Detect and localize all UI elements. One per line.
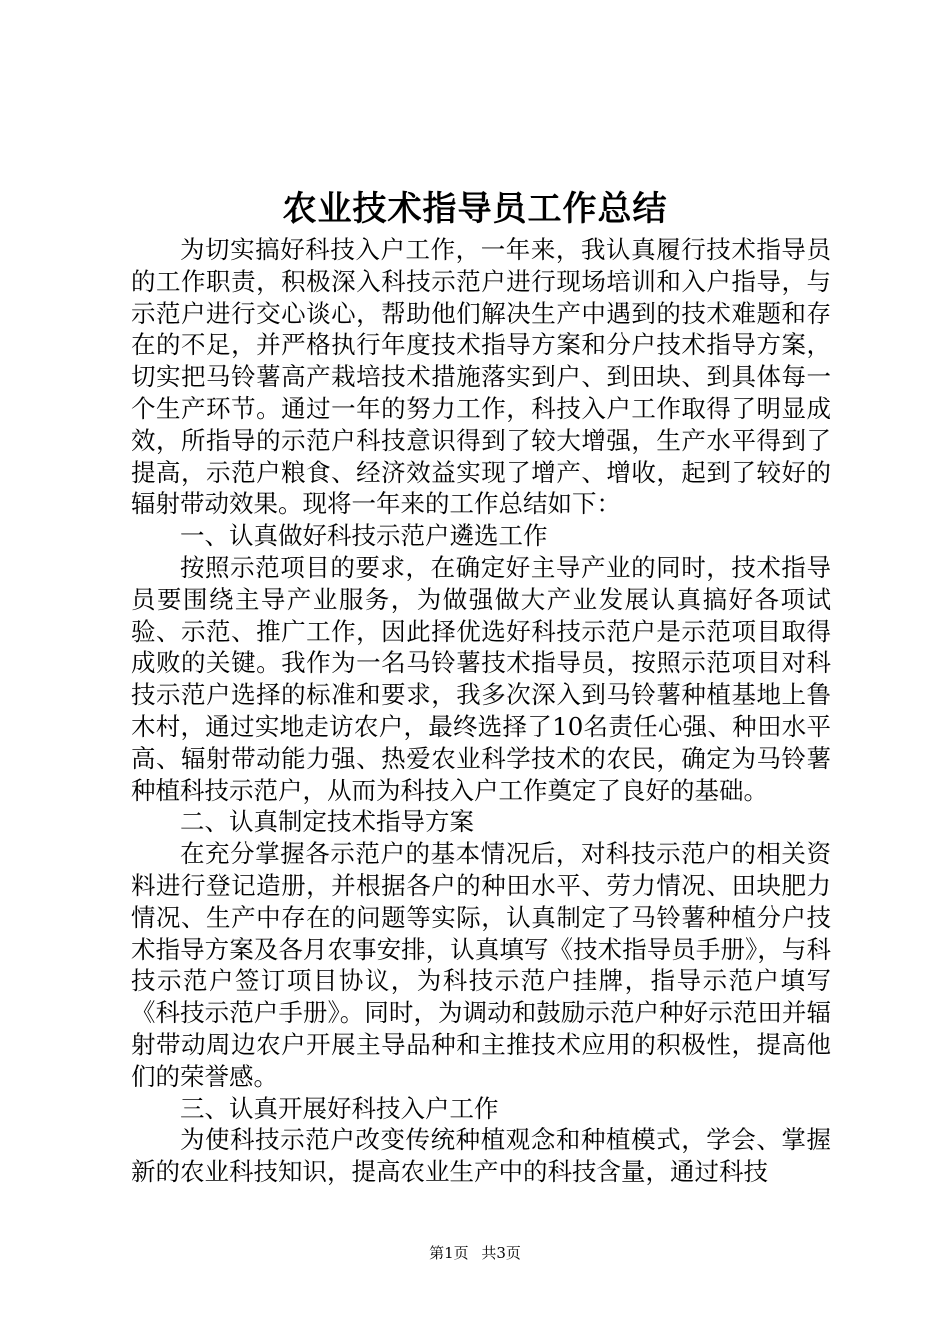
paragraph-section-3: 为使科技示范户改变传统种植观念和种植模式，学会、掌握新的农业科技知识，提高农业生产中的科技含量，通过科技 [131, 1125, 831, 1187]
page-title: 农业技术指导员工作总结 [282, 189, 668, 229]
page-footer [0, 1243, 950, 1263]
paragraph-section-2: 在充分掌握各示范户的基本情况后，对科技示范户的相关资料进行登记造册，并根据各户的种田水平、劳力情况、田块肥力情况、生产中存在的问题等实际，认真制定了马铃薯种植分户技术指导方案及各月农事安排，认真填写《技术指导员手册》，与科技示范户签订项目协议，为科技示范户挂牌，指导示范户填写《科技示范户手册》。同时，为调动和鼓励示范户种好示范田并辐射带动周边农户开展主导品种和主推技术应用的积极性，提高他们的荣誉感。 [131, 839, 831, 1091]
paragraph-section-1: 按照示范项目的要求，在确定好主导产业的同时，技术指导员要围绕主导产业服务，为做强做大产业发展认真搞好各项试验、示范、推广工作，因此择优选好科技示范户是示范项目取得成败的关键。我作为一名马铃薯技术指导员，按照示范项目对科技示范户选择的标准和要求，我多次深入到马铃薯种植基地上鲁木村，通过实地走访农户，最终选择了10名责任心强、种田水平高、辐射带动能力强、热爱农业科学技术的农民，确定为马铃薯种植科技示范户，从而为科技入户工作奠定了良好的基础。 [131, 552, 831, 805]
page-total: 共3页 [481, 1244, 521, 1262]
paragraph-intro: 为切实搞好科技入户工作，一年来，我认真履行技术指导员的工作职责，积极深入科技示范户进行现场培训和入户指导，与示范户进行交心谈心，帮助他们解决生产中遇到的技术难题和存在的不足，并严格执行年度技术指导方案和分户技术指导方案，切实把马铃薯高产栽培技术措施落实到户、到田块、到具体每一个生产环节。通过一年的努力工作，科技入户工作取得了明显成效，所指导的示范户科技意识得到了较大增强，生产水平得到了提高，示范户粮食、经济效益实现了增产、增收，起到了较好的辐射带动效果。现将一年来的工作总结如下： [131, 235, 831, 519]
section-heading-2: 二、认真制定技术指导方案 [180, 807, 474, 837]
document-body [131, 234, 831, 1188]
section-heading-1: 一、认真做好科技示范户遴选工作 [180, 521, 548, 551]
section-heading-3: 三、认真开展好科技入户工作 [180, 1093, 499, 1123]
page-number: 第1页 [429, 1244, 469, 1262]
